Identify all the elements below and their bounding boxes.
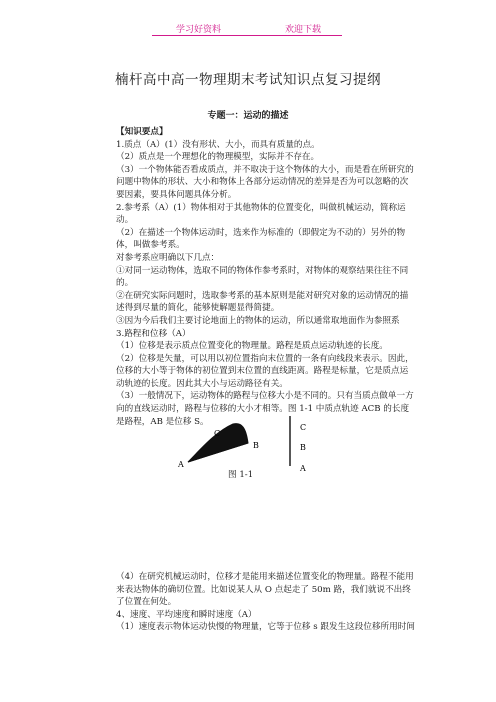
header-right-text: 欢迎下载 <box>285 25 322 35</box>
page-header <box>0 22 496 36</box>
paragraph-15: 4、速度、平均速度和瞬时速度（A） <box>116 609 257 620</box>
paragraph-5: （2）在描述一个物体运动时，选来作为标准的（即假定为不动的）另外的物体，叫做参考系。 <box>116 227 406 251</box>
paragraph-4: 2.参考系（A）(1）物体相对于其他物体的位置变化，叫做机械运动，简称运动。 <box>116 202 406 226</box>
header-underline <box>152 35 342 36</box>
paragraph-6: 对参考系应明确以下几点： <box>116 252 220 263</box>
paragraph-12: （2）位移是矢量，可以用以初位置指向末位置的一条有向线段来表示。因此，位移的大小等于物体的初位置到末位置的直线距离。路程是标量，它是质点运动轨迹的长度。因此其大小与运动路径有关。 <box>116 353 414 389</box>
paragraph-16: （1）速度表示物体运动快慢的物理量，它等于位移 s 跟发生这段位移所用时间 <box>116 622 415 633</box>
label-c-line: C <box>300 423 307 432</box>
header-left-text: 学习好资料 <box>176 25 222 35</box>
paragraph-1: 1.质点（A）(1）没有形状、大小，而具有质量的点。 <box>116 139 320 150</box>
paragraph-11: （1）位移是表示质点位置变化的物理量。路程是质点运动轨迹的长度。 <box>116 341 388 352</box>
label-b-line: B <box>300 443 306 452</box>
paragraph-knowledge-heading: 【知识要点】 <box>116 127 168 137</box>
paragraph-10: 3.路程和位移（A） <box>116 328 191 339</box>
paragraph-7: ①对同一运动物体，选取不同的物体作参考系时，对物体的观察结果往往不同的。 <box>116 265 409 289</box>
paragraph-14: （4）在研究机械运动时，位移才是能用来描述位置变化的物理量。路程不能用来表达物体的确切位置。比如说某人从 O 点起走了 50m 路，我们就说不出终了位置在何处。 <box>116 572 414 608</box>
figure-caption: 图 1-1 <box>228 470 254 480</box>
paragraph-9: ③因为今后我们主要讨论地面上的物体的运动，所以通常取地面作为参照系 <box>116 315 400 326</box>
paragraph-3: （3）一个物体能否看成质点，并不取决于这个物体的大小，而是看在所研究的问题中物体的形状、大小和物体上各部分运动情况的差异是否为可以忽略的次要因素，要具体问题具体分析。 <box>116 164 414 200</box>
label-a-line: A <box>300 464 306 473</box>
main-text-continued <box>116 571 416 634</box>
section-subtitle: 专题一：运动的描述 <box>207 111 289 121</box>
document-title: 楠杆高中高一物理期末考试知识点复习提纲 <box>115 72 381 88</box>
paragraph-8: ②在研究实际问题时，选取参考系的基本原则是能对研究对象的运动情况的描述得到尽量的简化，能够使解题显得简捷。 <box>116 290 409 314</box>
paragraph-2: （2）质点是一个理想化的物理模型，实际并不存在。 <box>116 152 320 163</box>
label-b-curve: B <box>253 441 259 450</box>
label-a-curve: A <box>178 460 184 469</box>
label-c-curve: C <box>214 429 221 438</box>
paragraph-13: （3）一般情况下，运动物体的路程与位移大小是不同的。只有当质点做单一方向的直线运动时，路程与位移的大小才相等。图 1-1 中质点轨迹 ACB 的长度是路程，AB 是位移 S。 <box>116 391 414 427</box>
main-text <box>116 126 416 428</box>
